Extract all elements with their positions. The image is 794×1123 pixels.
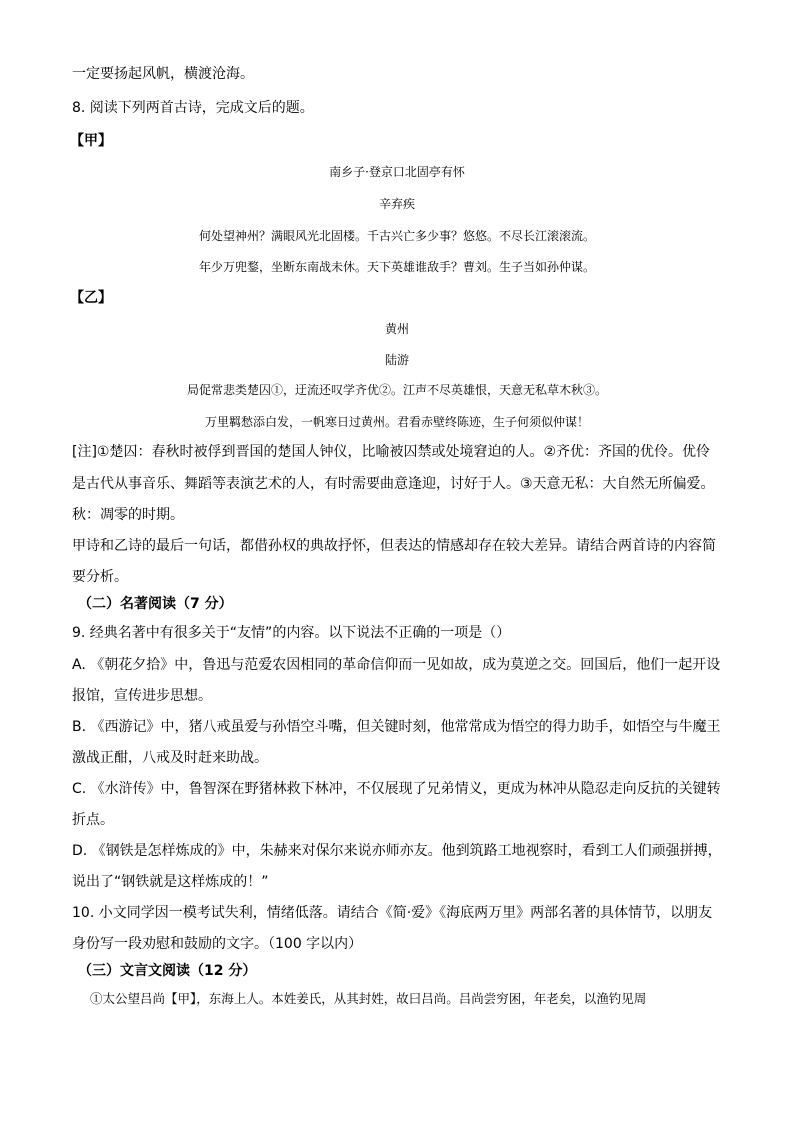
poem-jia-line: 何处望神州？满眼风光北固楼。千古兴亡多少事？悠悠。不尽长江滚滚流。 — [198, 229, 595, 243]
question-10: 10. 小文同学因一模考试失利，情绪低落。请结合《简·爱》《海底两万里》两部名著的具体情节，以朋友 — [72, 905, 713, 921]
section-heading: （二）名著阅读（7 分） — [78, 596, 233, 612]
option-c: C. 《水浒传》中，鲁智深在野猪林救下林冲，不仅展现了兄弟情义，更成为林冲从隐忍走向反抗的关键转 — [72, 781, 721, 797]
option-a: A. 《朝花夕拾》中，鲁迅与范爱农因相同的革命信仰而一见如故，成为莫逆之交。回国后，他们一起开设 — [72, 657, 721, 673]
poem-jia-line: 年少万兜鍪，坐断东南战未休。天下英雄谁敌手？曹刘。生子当如孙仲谋。 — [198, 260, 595, 274]
option-d: D. 《钢铁是怎样炼成的》中，朱赫来对保尔来说亦师亦友。他到筑路工地视察时，看到工人们顽强拼搏， — [72, 843, 722, 859]
task-line: 甲诗和乙诗的最后一句话，都借孙权的典故抒怀，但表达的情感却存在较大差异。请结合两首诗的内容简 — [72, 538, 716, 554]
poem-yi-line: 局促常悲类楚囚①，迂流还叹学齐优②。江声不尽英雄恨，天意无私草木秋③。 — [186, 383, 607, 397]
option-b-cont: 激战正酣，八戒及时赶来助战。 — [72, 750, 268, 766]
poem-yi-author: 陆游 — [384, 353, 409, 367]
option-b: B. 《西游记》中，猪八戒虽爱与孙悟空斗嘴，但关键时刻，他常常成为悟空的得力助手，如悟空与牛魔王 — [72, 719, 721, 735]
option-c-cont: 折点。 — [72, 812, 114, 828]
option-d-cont: 说出了“钢铁就是这样炼成的！” — [72, 874, 269, 890]
section-heading: （三）文言文阅读（12 分） — [78, 963, 257, 979]
label-yi: 【乙】 — [70, 290, 112, 306]
task-line: 要分析。 — [72, 569, 128, 585]
option-a-cont: 报馆，宣传进步思想。 — [72, 688, 212, 704]
question-9: 9. 经典名著中有很多关于“友情”的内容。以下说法不正确的一项是（） — [72, 625, 511, 641]
classical-text-line: ①太公望吕尚【甲】，东海上人。本姓姜氏，从其封姓，故曰吕尚。吕尚尝穷困，年老矣，以渔钓见周 — [90, 991, 647, 1006]
note-line: [注]①楚囚：春秋时被俘到晋国的楚国人钟仪，比喻被囚禁或处境窘迫的人。②齐优：齐国的优伶。优伶 — [72, 444, 711, 460]
note-line: 是古代从事音乐、舞蹈等表演艺术的人，有时需要曲意逢迎，讨好于人。③天意无私：大自然无所偏爱。 — [72, 476, 715, 492]
poem-jia-author: 辛弃疾 — [378, 197, 415, 211]
poem-yi-title: 黄州 — [384, 322, 409, 336]
note-line: 秋：凋零的时期。 — [72, 507, 184, 523]
question-10-cont: 身份写一段劝慰和鼓励的文字。（100 字以内） — [72, 936, 363, 952]
text-line: 一定要扬起风帆，横渡沧海。 — [72, 66, 254, 82]
poem-jia-title: 南乡子·登京口北固亭有怀 — [329, 165, 465, 179]
question-8: 8. 阅读下列两首古诗，完成文后的题。 — [72, 100, 314, 116]
label-jia: 【甲】 — [70, 133, 112, 149]
poem-yi-line: 万里羁愁添白发，一帆寒日过黄州。君看赤壁终陈迹，生子何须似仲谋！ — [204, 415, 589, 429]
